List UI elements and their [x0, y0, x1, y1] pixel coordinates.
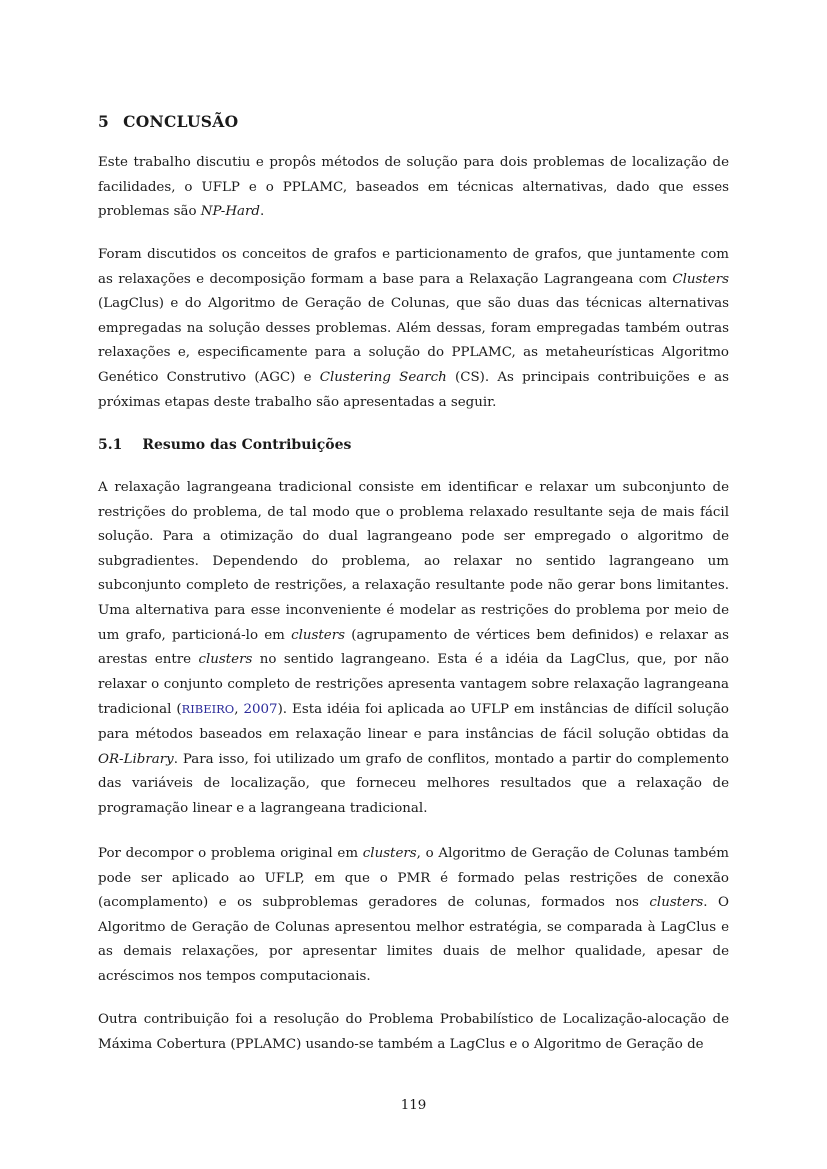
text-run: (CS). As principais contribuições e as próximas etapas deste trabalho são apresentadas a seguir.: [98, 369, 729, 410]
section-heading: [98, 437, 351, 453]
paragraph-concepts: [98, 243, 729, 415]
section-title: Resumo das Contribuições: [142, 437, 352, 453]
citation-year-link[interactable]: 2007: [243, 702, 278, 718]
text-run: Este trabalho discutiu e propôs métodos de solução para dois problemas de localização de facilidades, o UFLP e o PPLAMC, baseados em técnicas alternativas, dado que esses problemas são: [98, 155, 729, 220]
page-number: 119: [400, 1098, 427, 1113]
italic-term: clusters: [291, 627, 345, 643]
section-number: 5.1: [98, 437, 123, 453]
document-page: [98, 0, 729, 1169]
citation-author-link[interactable]: RIBEIRO: [181, 702, 235, 717]
chapter-heading: [98, 112, 238, 131]
italic-term: OR-Library: [98, 751, 174, 767]
text-run: (LagClus) e do Algoritmo de Geração de Colunas, que são duas das técnicas alternativas empregadas na solução desses problemas. Além dessas, foram empregadas também outras relaxações e, especificamente para a solução do PPLAMC, as metaheurísticas Algoritmo Genético Construtivo (AGC) e: [98, 296, 729, 385]
paragraph-intro: [98, 151, 729, 225]
chapter-number: 5: [98, 112, 110, 131]
paragraph-pplamc: [98, 1008, 729, 1057]
text-run: Foram discutidos os conceitos de grafos e particionamento de grafos, que juntamente com as relaxações e decomposição formam a base para a Relaxação Lagrangeana com: [98, 247, 729, 287]
text-run: A relaxação lagrangeana tradicional consiste em identificar e relaxar um subconjunto de restrições do problema, de tal modo que o problema relaxado resultante seja de mais fácil solução. Para a otimização do dual lagrangeano pode ser empregado o algoritmo de subgradientes. Dependendo do problema, ao relaxar no sentido lagrangeano um subconjunto completo de restrições, a relaxação resultante pode não gerar bons limitantes. Uma alternativa para esse inconveniente é modelar as restrições do problema por meio de um grafo, particioná-lo em: [98, 480, 729, 643]
italic-term: clusters: [362, 846, 417, 861]
chapter-title: CONCLUSÃO: [123, 112, 239, 131]
italic-term: NP-Hard: [200, 204, 260, 220]
text-run: . Para isso, foi utilizado um grafo de conflitos, montado a partir do complemento das variáveis de localização, que forneceu melhores resultados que a relaxação de programação linear e a lagrangeana tradicional.: [98, 751, 729, 816]
text-run: .: [259, 204, 265, 220]
italic-term: clusters: [198, 652, 253, 668]
text-run: Por decompor o problema original em: [98, 846, 363, 861]
text-run: . O Algoritmo de Geração de Colunas apresentou melhor estratégia, se comparada à LagClus e as demais relaxações, por apresentar limites duais de melhor qualidade, apesar de acréscimos nos tempos computacionais.: [98, 895, 729, 984]
paragraph-column-generation: [98, 842, 729, 990]
italic-term: Clusters: [672, 271, 729, 287]
italic-term: Clustering Search: [319, 369, 447, 385]
text-run: ,: [234, 702, 244, 718]
paragraph-lagrangean: [98, 476, 729, 821]
text-run: Outra contribuição foi a resolução do Problema Probabilístico de Localização-alocação de Máxima Cobertura (PPLAMC) usando-se também a LagClus e o Algoritmo de Geração de: [98, 1012, 729, 1052]
text-run: (agrupamento de vértices bem definidos) e relaxar as arestas entre: [98, 627, 729, 668]
italic-term: clusters: [649, 895, 704, 911]
text-run: no sentido lagrangeano. Esta é a idéia da LagClus, que, por não relaxar o conjunto completo de restrições apresenta vantagem sobre relaxação lagrangeana tradicional (: [98, 652, 729, 718]
text-run: ). Esta idéia foi aplicada ao UFLP em instâncias de difícil solução para métodos baseados em relaxação linear e para instâncias de fácil solução obtidas da: [98, 702, 729, 742]
text-run: , o Algoritmo de Geração de Colunas também pode ser aplicado ao UFLP, em que o PMR é formado pelas restrições de conexão (acomplamento) e os subproblemas geradores de colunas, formados nos: [98, 846, 729, 911]
